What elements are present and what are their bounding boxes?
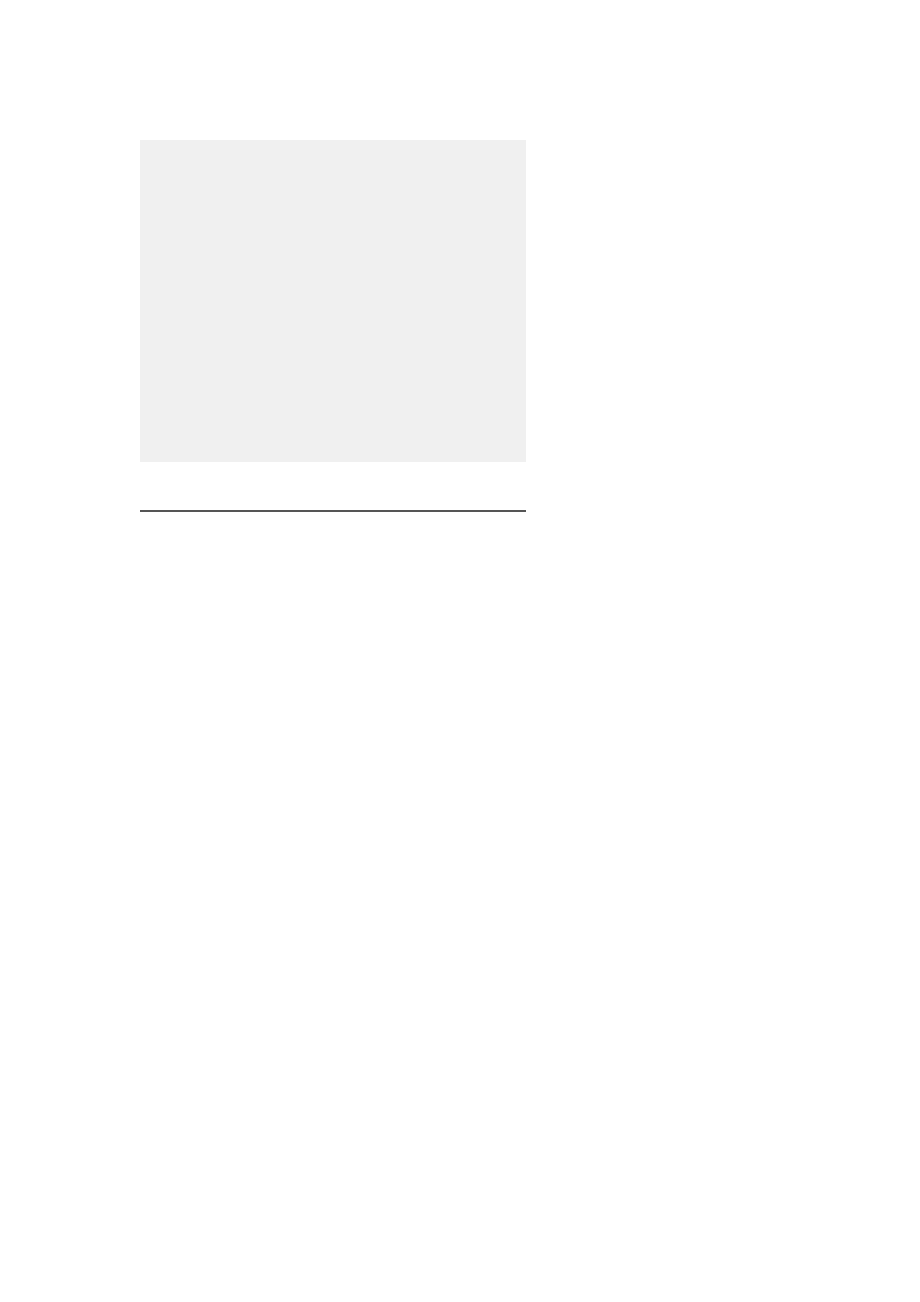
dialect-characters-figure (140, 140, 532, 782)
figure-divider (140, 510, 526, 512)
figure-graphic-area (140, 140, 526, 462)
